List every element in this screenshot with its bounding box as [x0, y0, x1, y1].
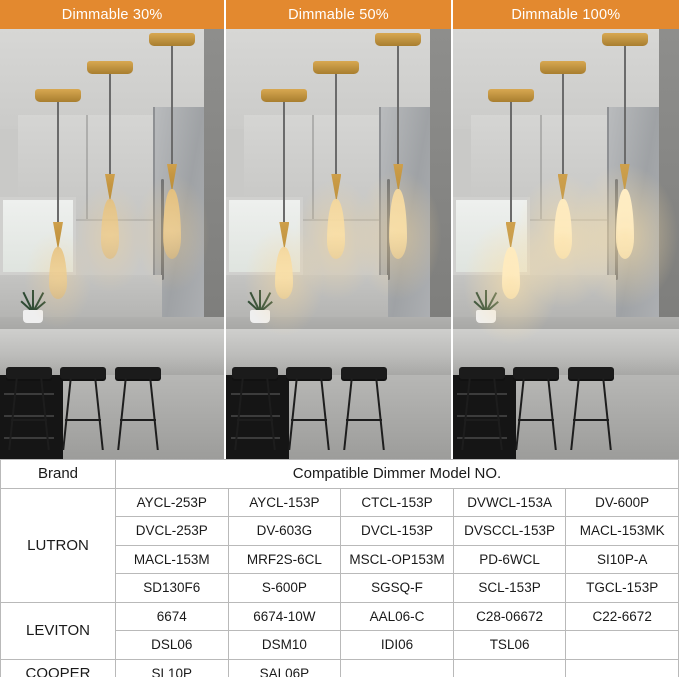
cell-model: DSM10 — [228, 631, 341, 660]
cell-model: MACL-153M — [116, 545, 229, 574]
lamp-canopy — [149, 33, 195, 46]
cell-model: C28-06672 — [453, 602, 566, 631]
cell-model: SD130F6 — [116, 574, 229, 603]
lamp-cord — [624, 46, 626, 164]
lamp-cord — [57, 102, 59, 222]
bar-stool — [286, 367, 332, 453]
table-row — [1, 602, 679, 631]
panel-label-30: Dimmable 30% — [0, 0, 224, 29]
side-wall — [659, 29, 679, 359]
cell-model-empty — [453, 659, 566, 677]
header-brand: Brand — [1, 460, 116, 489]
plant-decor — [466, 287, 508, 323]
lamp-bulb — [502, 247, 520, 299]
cell-model: AAL06-C — [341, 602, 454, 631]
cell-model: PD-6WCL — [453, 545, 566, 574]
panel-dimmable-100 — [453, 0, 679, 459]
cell-model: SGSQ-F — [341, 574, 454, 603]
cell-model: DVWCL-153A — [453, 488, 566, 517]
panel-dimmable-30 — [0, 0, 226, 459]
table-header-row — [1, 460, 679, 489]
cell-model: SAL06P — [228, 659, 341, 677]
bar-stool — [459, 367, 505, 453]
lamp-bulb — [616, 189, 634, 259]
cell-model: DV-600P — [566, 488, 679, 517]
cell-model: TGCL-153P — [566, 574, 679, 603]
lamp-canopy — [87, 61, 133, 74]
dimmer-compatibility-table — [0, 459, 679, 677]
lamp-bulb — [554, 199, 572, 259]
cell-model: DVCL-153P — [341, 517, 454, 546]
kitchen-scene-100 — [453, 29, 679, 459]
cell-model: IDI06 — [341, 631, 454, 660]
cell-model: MSCL-OP153M — [341, 545, 454, 574]
cell-model: DVCL-253P — [116, 517, 229, 546]
panel-label-50: Dimmable 50% — [226, 0, 450, 29]
brand-lutron: LUTRON — [1, 488, 116, 602]
lamp-cord — [397, 46, 399, 164]
lamp-canopy — [488, 89, 534, 102]
bar-stool — [115, 367, 161, 453]
table-row — [1, 488, 679, 517]
cell-model: SCL-153P — [453, 574, 566, 603]
bar-stool — [513, 367, 559, 453]
cell-model: SL10P — [116, 659, 229, 677]
cell-model: 6674 — [116, 602, 229, 631]
table-row — [1, 659, 679, 677]
cell-model: CTCL-153P — [341, 488, 454, 517]
cell-model: SI10P-A — [566, 545, 679, 574]
brand-cooper: COOPER — [1, 659, 116, 677]
cell-model-empty — [566, 631, 679, 660]
cell-model: C22-6672 — [566, 602, 679, 631]
panel-label-100: Dimmable 100% — [453, 0, 679, 29]
cell-model: MRF2S-6CL — [228, 545, 341, 574]
bar-stool — [232, 367, 278, 453]
lamp-cord — [562, 74, 564, 174]
cell-model-empty — [341, 659, 454, 677]
lamp-canopy — [313, 61, 359, 74]
cell-model: AYCL-253P — [116, 488, 229, 517]
plant-decor — [240, 287, 282, 323]
kitchen-scene-50 — [226, 29, 450, 459]
cell-model-empty — [566, 659, 679, 677]
brand-leviton: LEVITON — [1, 602, 116, 659]
panel-dimmable-50 — [226, 0, 452, 459]
lamp-cord — [109, 74, 111, 174]
header-model: Compatible Dimmer Model NO. — [116, 460, 679, 489]
dimmer-compatibility-table-wrap — [0, 459, 679, 677]
side-wall — [204, 29, 224, 359]
kitchen-scene-30 — [0, 29, 224, 459]
cell-model: MACL-153MK — [566, 517, 679, 546]
lamp-cord — [510, 102, 512, 222]
bar-stool — [60, 367, 106, 453]
cell-model: DSL06 — [116, 631, 229, 660]
cell-model: 6674-10W — [228, 602, 341, 631]
lamp-cord — [283, 102, 285, 222]
cell-model: S-600P — [228, 574, 341, 603]
side-wall — [430, 29, 450, 359]
lamp-canopy — [35, 89, 81, 102]
bar-stool — [568, 367, 614, 453]
lamp-cord — [335, 74, 337, 174]
lamp-cord — [171, 46, 173, 164]
bar-stool — [6, 367, 52, 453]
bar-stool — [341, 367, 387, 453]
cell-model: TSL06 — [453, 631, 566, 660]
lamp-canopy — [602, 33, 648, 46]
cell-model: DV-603G — [228, 517, 341, 546]
lamp-canopy — [540, 61, 586, 74]
lamp-canopy — [375, 33, 421, 46]
lamp-canopy — [261, 89, 307, 102]
cell-model: AYCL-153P — [228, 488, 341, 517]
cell-model: DVSCCL-153P — [453, 517, 566, 546]
plant-decor — [13, 287, 55, 323]
